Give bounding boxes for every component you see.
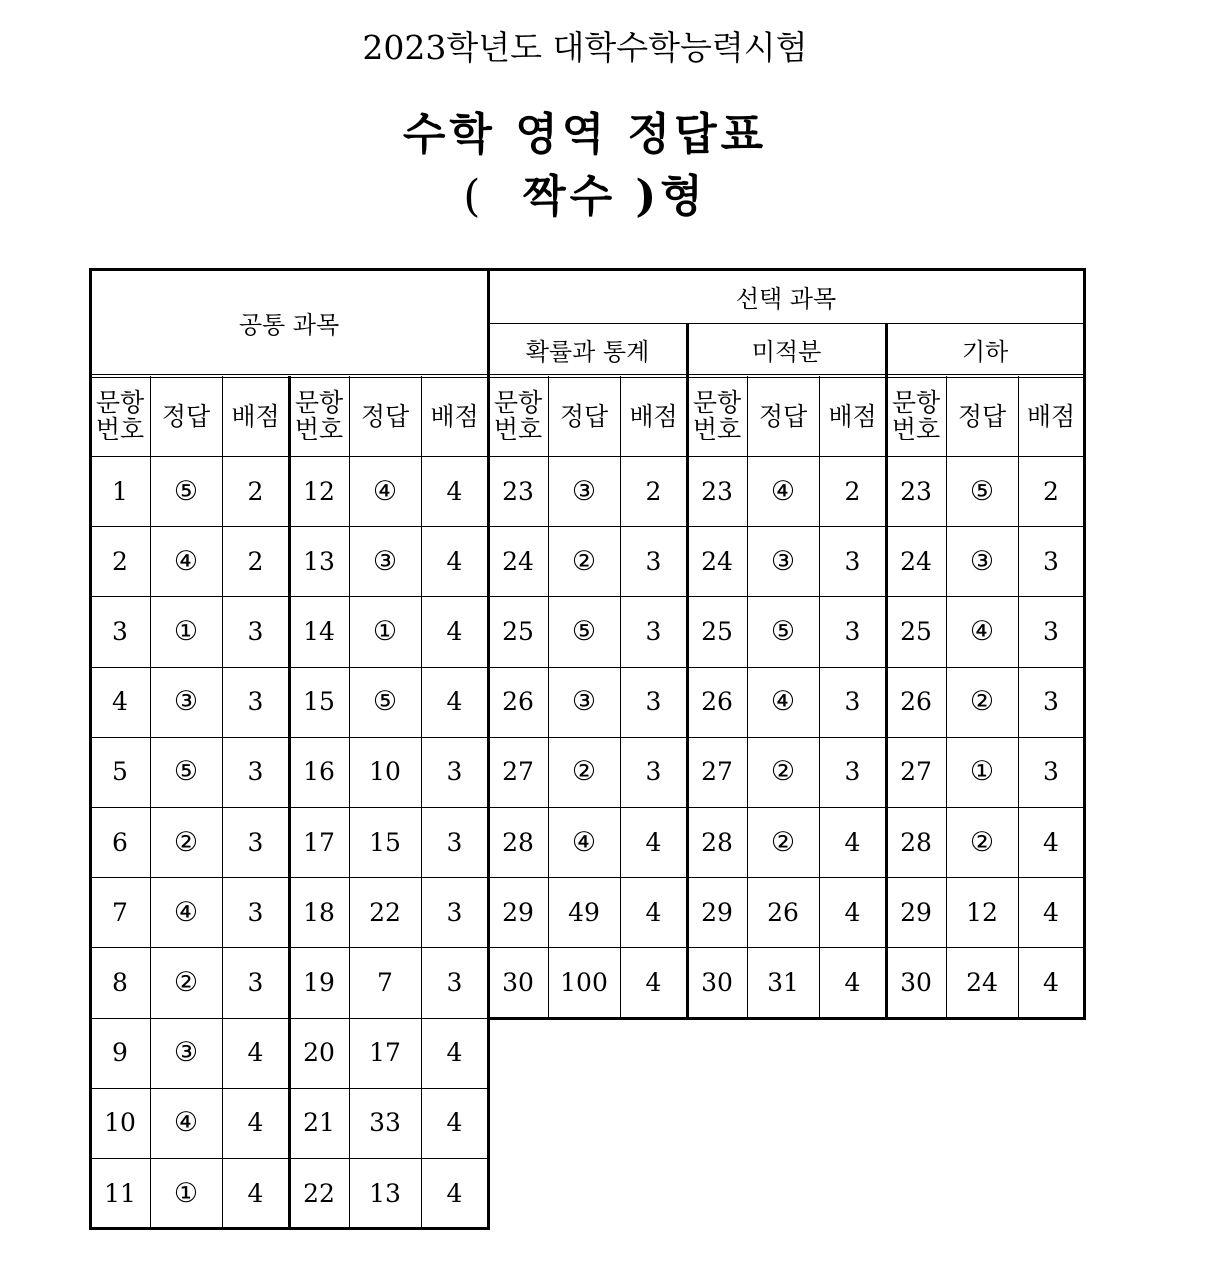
common_right-number-cell: 20 <box>303 1038 335 1068</box>
prob_stats-score-cell: 3 <box>645 546 662 576</box>
common-subject-header: 공통 과목 <box>238 311 340 339</box>
common_left-number-cell: 9 <box>112 1038 128 1068</box>
common_left-answer-cell: ② <box>173 826 199 858</box>
calculus-number-cell: 30 <box>701 967 733 997</box>
common_left-score-cell: 3 <box>247 827 264 857</box>
form-type: 짝수 <box>523 171 617 222</box>
header-double-rule <box>90 374 1084 375</box>
geometry-number-cell: 30 <box>900 967 932 997</box>
common_right-score-cell: 4 <box>446 546 463 576</box>
common_right-number-cell: 18 <box>303 897 335 927</box>
calculus-answer-cell: ② <box>770 826 796 858</box>
common_left-score-cell: 3 <box>247 967 264 997</box>
col-header-number-line1: 문항 <box>493 388 543 417</box>
geometry-number-cell: 23 <box>900 476 932 506</box>
form-open-paren: ( <box>463 171 485 222</box>
elective-subheader-rule <box>488 323 1084 324</box>
common_right-answer-cell: ③ <box>372 545 398 577</box>
prob_stats-number-cell: 25 <box>502 616 534 646</box>
column-rule <box>747 376 748 1018</box>
common_right-answer-cell: 15 <box>369 827 401 857</box>
column-rule <box>421 376 422 1228</box>
prob_stats-score-cell: 3 <box>645 687 662 717</box>
col-header-number-line2: 번호 <box>493 415 543 444</box>
common_left-number-cell: 11 <box>104 1178 136 1208</box>
geometry-score-cell: 4 <box>1043 897 1059 927</box>
common_right-number-cell: 14 <box>303 616 335 646</box>
geometry-number-cell: 29 <box>900 897 932 927</box>
exam-title: 2023학년도 대학수학능력시험 <box>362 28 808 67</box>
row-rule <box>90 807 1084 808</box>
geometry-answer-cell: ② <box>969 826 995 858</box>
column-rule <box>620 376 621 1018</box>
col-header-number <box>90 376 150 456</box>
row-rule <box>90 947 1084 948</box>
common_right-answer-cell: 10 <box>369 757 401 787</box>
col-header-answer: 정답 <box>559 401 609 431</box>
common_right-score-cell: 4 <box>446 1178 463 1208</box>
common_left-score-cell: 2 <box>247 476 264 506</box>
form-type-line <box>0 160 1170 224</box>
common_right-number-cell: 15 <box>303 687 335 717</box>
calculus-answer-cell: ④ <box>770 686 796 718</box>
calculus-score-cell: 3 <box>844 616 861 646</box>
common_left-answer-cell: ⑤ <box>173 475 199 507</box>
calculus-score-cell: 3 <box>844 757 861 787</box>
col-header-number <box>289 376 349 456</box>
common_right-number-cell: 19 <box>303 967 335 997</box>
geometry-answer-cell: ⑤ <box>969 475 995 507</box>
calculus-number-cell: 24 <box>701 546 733 576</box>
header-double-rule <box>90 377 1084 378</box>
common_right-number-cell: 12 <box>303 476 335 506</box>
common_right-score-cell: 4 <box>446 616 463 646</box>
common_left-answer-cell: ③ <box>173 1037 199 1069</box>
col-header-answer: 정답 <box>360 401 410 431</box>
col-header-answer: 정답 <box>957 401 1007 431</box>
prob_stats-number-cell: 23 <box>502 476 534 506</box>
common_left-answer-cell: ④ <box>173 896 199 928</box>
calculus-answer-cell: ③ <box>770 545 796 577</box>
calculus-score-cell: 4 <box>844 897 861 927</box>
prob_stats-answer-cell: ③ <box>571 475 597 507</box>
calculus-score-cell: 3 <box>844 687 861 717</box>
common_right-answer-cell: ⑤ <box>372 686 398 718</box>
form-close-paren: )형 <box>635 171 707 222</box>
col-header-number-line2: 번호 <box>891 415 941 444</box>
calculus-number-cell: 29 <box>701 897 733 927</box>
common_right-score-cell: 3 <box>446 757 463 787</box>
prob_stats-number-cell: 24 <box>502 546 534 576</box>
calculus-score-cell: 4 <box>844 967 861 997</box>
common_right-score-cell: 4 <box>446 1038 463 1068</box>
common_right-answer-cell: 17 <box>369 1038 401 1068</box>
common_right-answer-cell: 7 <box>377 967 393 997</box>
col-header-number-line1: 문항 <box>294 388 344 417</box>
geometry-score-cell: 3 <box>1043 757 1059 787</box>
geometry-number-cell: 27 <box>900 757 932 787</box>
common_left-number-cell: 4 <box>112 687 128 717</box>
geometry-answer-cell: ② <box>969 686 995 718</box>
elective-prob-stats-header: 확률과 통계 <box>525 338 650 366</box>
calculus-score-cell: 4 <box>844 827 861 857</box>
common_right-score-cell: 3 <box>446 827 463 857</box>
row-rule <box>90 526 1084 527</box>
common_left-score-cell: 3 <box>247 687 264 717</box>
common_left-answer-cell: ① <box>173 615 199 647</box>
common_left-answer-cell: ④ <box>173 545 199 577</box>
column-rule <box>222 376 223 1228</box>
geometry-answer-cell: 24 <box>966 967 998 997</box>
prob_stats-answer-cell: ⑤ <box>571 615 597 647</box>
geometry-score-cell: 3 <box>1043 546 1059 576</box>
column-rule <box>548 376 549 1018</box>
calculus-answer-cell: ② <box>770 756 796 788</box>
col-header-number-line2: 번호 <box>294 415 344 444</box>
common_left-score-cell: 4 <box>247 1038 264 1068</box>
calculus-number-cell: 28 <box>701 827 733 857</box>
geometry-number-cell: 26 <box>900 687 932 717</box>
common_left-number-cell: 6 <box>112 827 128 857</box>
group-divider <box>288 376 291 1228</box>
col-header-number-line2: 번호 <box>95 415 145 444</box>
calculus-score-cell: 3 <box>844 546 861 576</box>
col-header-number-line1: 문항 <box>891 388 941 417</box>
common_left-score-cell: 3 <box>247 897 264 927</box>
geometry-answer-cell: 12 <box>966 897 998 927</box>
geometry-score-cell: 2 <box>1043 476 1059 506</box>
common_right-answer-cell: 13 <box>369 1178 401 1208</box>
subject-title: 수학 영역 정답표 <box>402 109 768 160</box>
common_left-answer-cell: ③ <box>173 686 199 718</box>
common_left-number-cell: 5 <box>112 757 128 787</box>
common_left-score-cell: 3 <box>247 757 264 787</box>
prob_stats-number-cell: 26 <box>502 687 534 717</box>
row-rule <box>90 877 1084 878</box>
common_right-answer-cell: 22 <box>369 897 401 927</box>
calculus-answer-cell: ④ <box>770 475 796 507</box>
table-border-middle <box>487 268 490 1230</box>
common_left-number-cell: 7 <box>112 897 128 927</box>
common_right-score-cell: 3 <box>446 967 463 997</box>
prob_stats-score-cell: 3 <box>645 616 662 646</box>
geometry-number-cell: 28 <box>900 827 932 857</box>
common_left-score-cell: 2 <box>247 546 264 576</box>
row-rule <box>90 667 1084 668</box>
common_left-answer-cell: ① <box>173 1177 199 1209</box>
calculus-answer-cell: 26 <box>767 897 799 927</box>
common_right-answer-cell: ① <box>372 615 398 647</box>
common_left-number-cell: 1 <box>112 476 128 506</box>
common_left-score-cell: 4 <box>247 1108 264 1138</box>
col-header-answer: 정답 <box>161 401 211 431</box>
column-rule <box>819 376 820 1018</box>
prob_stats-number-cell: 29 <box>502 897 534 927</box>
elective-subject-header: 선택 과목 <box>735 284 837 313</box>
table-border-top <box>90 268 1086 271</box>
table-border-bottom-right <box>487 1017 1086 1020</box>
common_right-number-cell: 13 <box>303 546 335 576</box>
prob_stats-answer-cell: ② <box>571 756 597 788</box>
geometry-answer-cell: ④ <box>969 615 995 647</box>
calculus-number-cell: 27 <box>701 757 733 787</box>
prob_stats-answer-cell: 49 <box>568 897 600 927</box>
prob_stats-score-cell: 3 <box>645 757 662 787</box>
group-divider <box>686 323 689 1018</box>
col-header-number-line2: 번호 <box>692 415 742 444</box>
col-header-score: 배점 <box>629 401 678 431</box>
common_right-number-cell: 16 <box>303 757 335 787</box>
column-rule <box>349 376 350 1228</box>
common_right-answer-cell: ④ <box>372 475 398 507</box>
calculus-score-cell: 2 <box>844 476 861 506</box>
elective-calculus-header: 미적분 <box>751 338 822 366</box>
common_left-answer-cell: ④ <box>173 1107 199 1139</box>
elective-geometry-header: 기하 <box>961 338 1009 366</box>
column-rule <box>150 376 151 1228</box>
prob_stats-answer-cell: 100 <box>560 967 608 997</box>
calculus-number-cell: 23 <box>701 476 733 506</box>
geometry-score-cell: 3 <box>1043 687 1059 717</box>
geometry-score-cell: 3 <box>1043 616 1059 646</box>
common_left-number-cell: 8 <box>112 967 128 997</box>
geometry-number-cell: 24 <box>900 546 932 576</box>
col-header-number-line1: 문항 <box>692 388 742 417</box>
geometry-score-cell: 4 <box>1043 967 1059 997</box>
col-header-score: 배점 <box>231 401 280 431</box>
prob_stats-answer-cell: ② <box>571 545 597 577</box>
col-header-score: 배점 <box>430 401 479 431</box>
common_right-number-cell: 21 <box>303 1108 335 1138</box>
common_left-answer-cell: ⑤ <box>173 756 199 788</box>
prob_stats-number-cell: 28 <box>502 827 534 857</box>
col-header-number <box>687 376 747 456</box>
table-border-left <box>89 268 92 1230</box>
common_right-score-cell: 4 <box>446 1108 463 1138</box>
common_right-score-cell: 4 <box>446 476 463 506</box>
col-header-number <box>886 376 946 456</box>
common_left-score-cell: 3 <box>247 616 264 646</box>
column-rule <box>946 376 947 1018</box>
table-border-right <box>1083 268 1086 1020</box>
common_right-number-cell: 17 <box>303 827 335 857</box>
calculus-number-cell: 25 <box>701 616 733 646</box>
col-header-score: 배점 <box>828 401 877 431</box>
common_left-answer-cell: ② <box>173 966 199 998</box>
prob_stats-score-cell: 4 <box>645 827 662 857</box>
col-header-answer: 정답 <box>758 401 808 431</box>
prob_stats-score-cell: 4 <box>645 967 662 997</box>
common_left-number-cell: 10 <box>104 1108 136 1138</box>
calculus-number-cell: 26 <box>701 687 733 717</box>
prob_stats-score-cell: 4 <box>645 897 662 927</box>
common_right-score-cell: 4 <box>446 687 463 717</box>
row-rule <box>90 737 1084 738</box>
geometry-number-cell: 25 <box>900 616 932 646</box>
common_left-score-cell: 4 <box>247 1178 264 1208</box>
calculus-answer-cell: 31 <box>767 967 799 997</box>
prob_stats-number-cell: 27 <box>502 757 534 787</box>
common_left-number-cell: 3 <box>112 616 128 646</box>
prob_stats-answer-cell: ③ <box>571 686 597 718</box>
geometry-score-cell: 4 <box>1043 827 1059 857</box>
common_left-number-cell: 2 <box>112 546 128 576</box>
common_right-answer-cell: 33 <box>369 1108 401 1138</box>
row-rule <box>90 596 1084 597</box>
prob_stats-score-cell: 2 <box>645 476 662 506</box>
common_right-score-cell: 3 <box>446 897 463 927</box>
row-rule <box>90 456 1084 457</box>
col-header-number <box>488 376 548 456</box>
common_right-number-cell: 22 <box>303 1178 335 1208</box>
prob_stats-number-cell: 30 <box>502 967 534 997</box>
calculus-answer-cell: ⑤ <box>770 615 796 647</box>
prob_stats-answer-cell: ④ <box>571 826 597 858</box>
geometry-answer-cell: ③ <box>969 545 995 577</box>
col-header-score: 배점 <box>1026 401 1076 431</box>
col-header-number-line1: 문항 <box>95 388 145 417</box>
geometry-answer-cell: ① <box>969 756 995 788</box>
column-rule <box>1018 376 1019 1018</box>
group-divider <box>885 323 888 1018</box>
